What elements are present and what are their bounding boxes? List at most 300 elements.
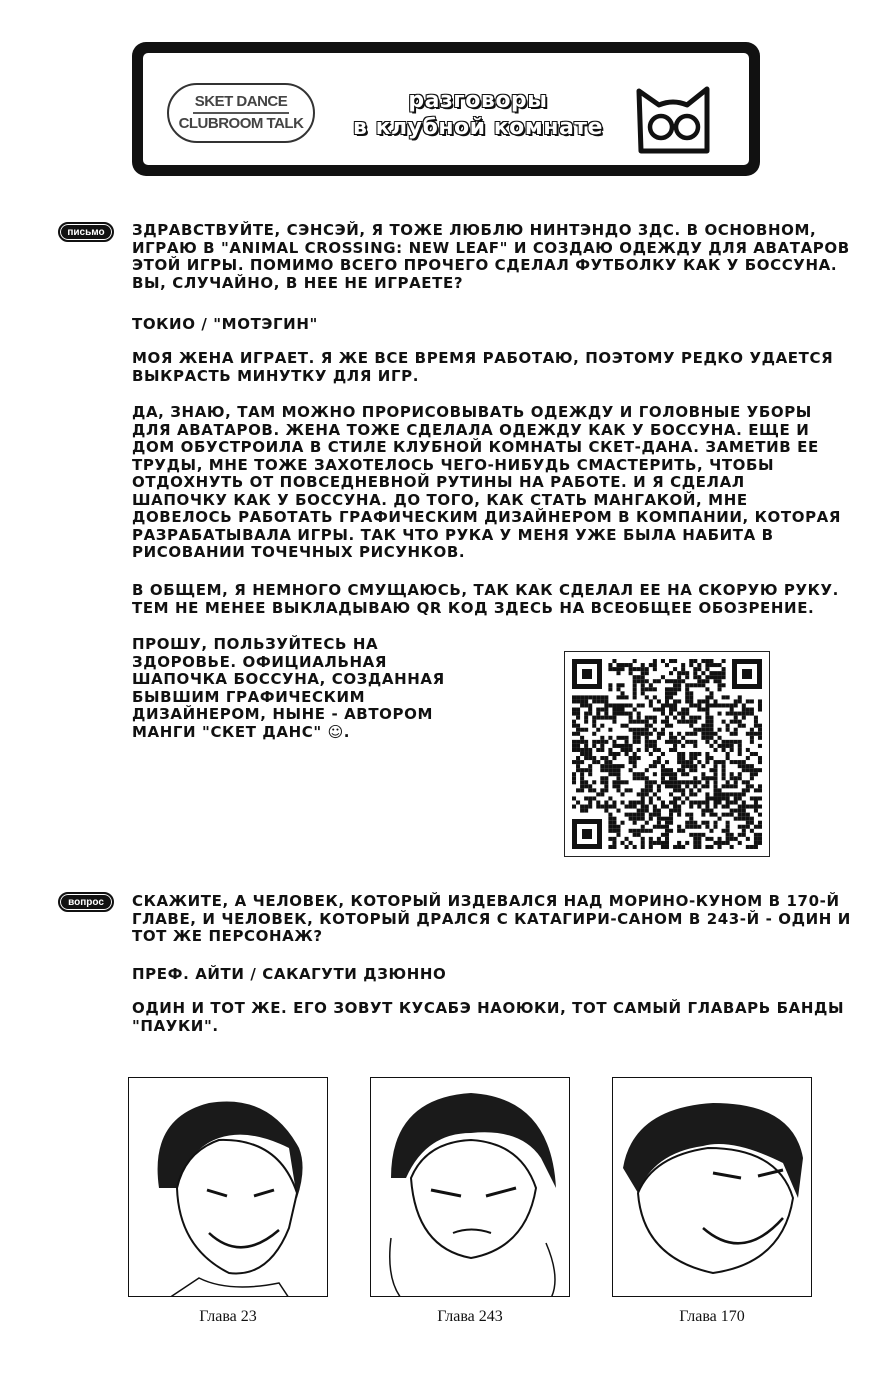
qr-module bbox=[701, 708, 705, 712]
qr-module bbox=[742, 764, 746, 768]
qr-module bbox=[705, 821, 709, 825]
qr-module bbox=[637, 728, 641, 732]
qr-module bbox=[669, 780, 673, 784]
qr-module bbox=[677, 732, 681, 736]
qr-module bbox=[612, 659, 616, 663]
qr-module bbox=[726, 813, 730, 817]
qr-module bbox=[734, 732, 738, 736]
qr-module bbox=[701, 724, 705, 728]
qr-module bbox=[705, 687, 709, 691]
qr-module bbox=[641, 691, 645, 695]
qr-module bbox=[596, 695, 600, 699]
qr-module bbox=[621, 800, 625, 804]
qr-module bbox=[612, 800, 616, 804]
qr-module bbox=[693, 728, 697, 732]
qr-module bbox=[608, 796, 612, 800]
qr-module bbox=[689, 695, 693, 699]
qr-module bbox=[713, 699, 717, 703]
qr-module bbox=[681, 788, 685, 792]
qr-module bbox=[746, 845, 750, 849]
qr-module bbox=[677, 760, 681, 764]
qr-module bbox=[693, 800, 697, 804]
qr-module bbox=[750, 712, 754, 716]
qr-module bbox=[689, 817, 693, 821]
qr-module bbox=[754, 805, 758, 809]
qr-module bbox=[616, 667, 620, 671]
qr-module bbox=[616, 708, 620, 712]
qr-module bbox=[665, 679, 669, 683]
qr-module bbox=[608, 772, 612, 776]
qr-module bbox=[633, 683, 637, 687]
qr-module bbox=[681, 736, 685, 740]
qr-module bbox=[705, 720, 709, 724]
qr-module bbox=[734, 703, 738, 707]
qr-module bbox=[661, 720, 665, 724]
qr-module bbox=[750, 740, 754, 744]
qr-module bbox=[580, 760, 584, 764]
qr-module bbox=[709, 837, 713, 841]
qr-module bbox=[689, 756, 693, 760]
qr-module bbox=[604, 805, 608, 809]
qr-module bbox=[604, 756, 608, 760]
qr-module bbox=[689, 788, 693, 792]
qr-module bbox=[604, 740, 608, 744]
qr-module bbox=[746, 764, 750, 768]
qr-module bbox=[661, 780, 665, 784]
qr-module bbox=[616, 703, 620, 707]
qr-module bbox=[580, 772, 584, 776]
qr-module bbox=[645, 687, 649, 691]
qr-module bbox=[616, 776, 620, 780]
qr-module bbox=[645, 809, 649, 813]
qr-module bbox=[653, 748, 657, 752]
character-portrait bbox=[371, 1078, 570, 1297]
qr-module bbox=[669, 736, 673, 740]
qr-module bbox=[713, 796, 717, 800]
qr-module bbox=[584, 809, 588, 813]
qr-module bbox=[653, 780, 657, 784]
qr-module bbox=[649, 683, 653, 687]
qr-module bbox=[701, 728, 705, 732]
qr-module bbox=[600, 776, 604, 780]
qr-module bbox=[592, 699, 596, 703]
qr-module bbox=[661, 659, 665, 663]
qr-module bbox=[730, 833, 734, 837]
qr-module bbox=[669, 792, 673, 796]
qr-module bbox=[641, 805, 645, 809]
qr-module bbox=[742, 833, 746, 837]
qr-module bbox=[572, 744, 576, 748]
qr-module bbox=[665, 780, 669, 784]
qr-module bbox=[726, 756, 730, 760]
qr-module bbox=[713, 788, 717, 792]
qr-module bbox=[669, 724, 673, 728]
qr-module bbox=[738, 796, 742, 800]
qr-module bbox=[750, 752, 754, 756]
qr-module bbox=[726, 829, 730, 833]
qr-module bbox=[625, 663, 629, 667]
qr-module bbox=[685, 796, 689, 800]
qr-module bbox=[645, 728, 649, 732]
qr-module bbox=[653, 716, 657, 720]
qr-module bbox=[734, 699, 738, 703]
qr-module bbox=[641, 792, 645, 796]
qr-module bbox=[633, 772, 637, 776]
qr-module bbox=[661, 817, 665, 821]
qr-module bbox=[629, 671, 633, 675]
qr-module bbox=[742, 724, 746, 728]
qr-module bbox=[722, 720, 726, 724]
qr-module bbox=[754, 768, 758, 772]
qr-module bbox=[677, 796, 681, 800]
qr-module bbox=[621, 667, 625, 671]
qr-module bbox=[705, 712, 709, 716]
qr-module bbox=[685, 691, 689, 695]
qr-module bbox=[689, 813, 693, 817]
qr-module bbox=[580, 776, 584, 780]
qr-module bbox=[669, 659, 673, 663]
qr-module bbox=[726, 744, 730, 748]
qr-module bbox=[665, 687, 669, 691]
qr-module bbox=[616, 695, 620, 699]
qr-module bbox=[677, 788, 681, 792]
qr-module bbox=[669, 748, 673, 752]
qr-module bbox=[750, 784, 754, 788]
qr-module bbox=[673, 788, 677, 792]
qr-module bbox=[633, 833, 637, 837]
qr-module bbox=[758, 724, 762, 728]
qr-module bbox=[608, 813, 612, 817]
qr-module bbox=[677, 829, 681, 833]
qr-module bbox=[616, 687, 620, 691]
qr-module bbox=[693, 825, 697, 829]
qr-module bbox=[612, 708, 616, 712]
qr-module bbox=[576, 744, 580, 748]
qr-module bbox=[705, 667, 709, 671]
qr-module bbox=[705, 780, 709, 784]
qr-module bbox=[693, 667, 697, 671]
qr-module bbox=[633, 800, 637, 804]
qr-module bbox=[584, 703, 588, 707]
qr-module bbox=[709, 756, 713, 760]
qr-module bbox=[669, 703, 673, 707]
qr-module bbox=[722, 796, 726, 800]
qr-module bbox=[637, 720, 641, 724]
qr-module bbox=[758, 784, 762, 788]
qr-module bbox=[608, 837, 612, 841]
qr-module bbox=[701, 679, 705, 683]
qr-module bbox=[750, 699, 754, 703]
qr-module bbox=[705, 805, 709, 809]
qr-module bbox=[633, 817, 637, 821]
qr-module bbox=[677, 720, 681, 724]
qr-module bbox=[673, 845, 677, 849]
qr-module bbox=[742, 716, 746, 720]
qr-module bbox=[633, 736, 637, 740]
qr-module bbox=[750, 776, 754, 780]
qr-module bbox=[677, 740, 681, 744]
qr-module bbox=[657, 699, 661, 703]
qr-module bbox=[693, 841, 697, 845]
qr-module bbox=[673, 800, 677, 804]
qr-module bbox=[633, 679, 637, 683]
qr-module bbox=[713, 784, 717, 788]
qr-module bbox=[742, 788, 746, 792]
qr-module bbox=[726, 841, 730, 845]
qr-module bbox=[625, 780, 629, 784]
qr-module bbox=[653, 667, 657, 671]
qr-module bbox=[584, 740, 588, 744]
qr-module bbox=[661, 768, 665, 772]
qr-module bbox=[693, 756, 697, 760]
qr-module bbox=[681, 792, 685, 796]
qr-module bbox=[588, 800, 592, 804]
qr-module bbox=[612, 837, 616, 841]
qr-module bbox=[621, 663, 625, 667]
qr-module bbox=[629, 829, 633, 833]
letter-signature: ТОКИО / "МОТЭГИН" bbox=[132, 315, 318, 333]
qr-module bbox=[657, 760, 661, 764]
qr-module bbox=[657, 821, 661, 825]
qr-module bbox=[697, 833, 701, 837]
qr-module bbox=[726, 724, 730, 728]
qr-module bbox=[572, 708, 576, 712]
qr-module bbox=[734, 728, 738, 732]
qr-module bbox=[596, 716, 600, 720]
qr-module bbox=[697, 728, 701, 732]
qr-module bbox=[621, 792, 625, 796]
qr-module bbox=[633, 695, 637, 699]
qr-module bbox=[681, 720, 685, 724]
qr-module bbox=[705, 724, 709, 728]
qr-module bbox=[608, 703, 612, 707]
qr-module bbox=[633, 708, 637, 712]
qr-module bbox=[625, 740, 629, 744]
qr-module bbox=[649, 788, 653, 792]
qr-module bbox=[709, 703, 713, 707]
qr-module bbox=[677, 679, 681, 683]
qr-module bbox=[616, 683, 620, 687]
qr-module bbox=[730, 708, 734, 712]
qr-module bbox=[713, 800, 717, 804]
qr-module bbox=[681, 756, 685, 760]
qr-module bbox=[718, 712, 722, 716]
qr-module bbox=[608, 663, 612, 667]
manga-panel-3 bbox=[612, 1077, 812, 1297]
qr-module bbox=[742, 829, 746, 833]
qr-module bbox=[649, 764, 653, 768]
qr-module bbox=[754, 716, 758, 720]
qr-module bbox=[754, 720, 758, 724]
qr-module bbox=[584, 695, 588, 699]
qr-module bbox=[681, 744, 685, 748]
qr-module bbox=[580, 728, 584, 732]
qr-module bbox=[742, 760, 746, 764]
qr-module bbox=[633, 691, 637, 695]
qr-module bbox=[705, 756, 709, 760]
qr-module bbox=[641, 800, 645, 804]
qr-module bbox=[608, 817, 612, 821]
qr-module bbox=[746, 732, 750, 736]
qr-module bbox=[657, 817, 661, 821]
qr-module bbox=[604, 809, 608, 813]
qr-module bbox=[746, 805, 750, 809]
qr-module bbox=[580, 809, 584, 813]
qr-module bbox=[653, 740, 657, 744]
qr-module bbox=[641, 703, 645, 707]
qr-module bbox=[701, 833, 705, 837]
qr-module bbox=[677, 780, 681, 784]
qr-module bbox=[637, 833, 641, 837]
qr-module bbox=[726, 821, 730, 825]
qr-module bbox=[709, 691, 713, 695]
qr-module bbox=[584, 752, 588, 756]
qr-module bbox=[576, 699, 580, 703]
qr-module bbox=[649, 800, 653, 804]
qr-module bbox=[669, 740, 673, 744]
qr-module bbox=[681, 679, 685, 683]
qr-module bbox=[734, 837, 738, 841]
qr-module bbox=[608, 687, 612, 691]
logo-line-1: SKET DANCE bbox=[193, 92, 290, 114]
qr-module bbox=[641, 679, 645, 683]
qr-module bbox=[653, 841, 657, 845]
qr-module bbox=[629, 813, 633, 817]
qr-module bbox=[705, 784, 709, 788]
qr-module bbox=[718, 671, 722, 675]
qr-module bbox=[758, 703, 762, 707]
qr-module bbox=[730, 813, 734, 817]
qr-module bbox=[730, 837, 734, 841]
qr-module bbox=[653, 809, 657, 813]
qr-module bbox=[580, 748, 584, 752]
qr-module bbox=[604, 695, 608, 699]
qr-module bbox=[637, 800, 641, 804]
qr-module bbox=[588, 703, 592, 707]
qr-module bbox=[584, 712, 588, 716]
question-badge: вопрос bbox=[58, 892, 114, 912]
qr-module bbox=[641, 675, 645, 679]
qr-module bbox=[608, 764, 612, 768]
qr-module bbox=[645, 788, 649, 792]
qr-module bbox=[580, 784, 584, 788]
qr-module bbox=[738, 752, 742, 756]
qr-module bbox=[689, 768, 693, 772]
qr-module bbox=[669, 732, 673, 736]
qr-module bbox=[677, 687, 681, 691]
qr-module bbox=[677, 784, 681, 788]
qr-module bbox=[673, 699, 677, 703]
qr-module bbox=[608, 683, 612, 687]
qr-module bbox=[633, 813, 637, 817]
qr-module bbox=[734, 800, 738, 804]
qr-module bbox=[713, 760, 717, 764]
qr-module bbox=[677, 768, 681, 772]
qr-module bbox=[612, 744, 616, 748]
qr-module bbox=[665, 691, 669, 695]
manga-panel-1 bbox=[128, 1077, 328, 1297]
qr-module bbox=[726, 825, 730, 829]
qr-module bbox=[738, 760, 742, 764]
qr-module bbox=[746, 780, 750, 784]
qr-module bbox=[621, 748, 625, 752]
qr-module bbox=[742, 813, 746, 817]
qr-module bbox=[754, 845, 758, 849]
qr-module bbox=[653, 805, 657, 809]
qr-module bbox=[705, 703, 709, 707]
qr-module bbox=[730, 748, 734, 752]
qr-module bbox=[673, 784, 677, 788]
qr-module bbox=[645, 768, 649, 772]
qr-module bbox=[726, 728, 730, 732]
qr-module bbox=[742, 712, 746, 716]
qr-module bbox=[572, 776, 576, 780]
qr-module bbox=[665, 833, 669, 837]
qr-module bbox=[588, 708, 592, 712]
sket-dance-logo bbox=[167, 83, 315, 143]
qr-module bbox=[653, 760, 657, 764]
qr-module bbox=[629, 712, 633, 716]
qr-module bbox=[673, 748, 677, 752]
qr-module bbox=[612, 845, 616, 849]
qr-module bbox=[625, 788, 629, 792]
qr-module bbox=[576, 768, 580, 772]
qr-module bbox=[705, 728, 709, 732]
letter-badge: письмо bbox=[58, 222, 114, 242]
qr-module bbox=[665, 695, 669, 699]
qr-module bbox=[713, 703, 717, 707]
qr-module bbox=[616, 833, 620, 837]
qr-module bbox=[629, 841, 633, 845]
qr-module bbox=[641, 667, 645, 671]
qr-module bbox=[685, 687, 689, 691]
qr-module bbox=[661, 833, 665, 837]
qr-module bbox=[701, 659, 705, 663]
qr-module bbox=[693, 837, 697, 841]
qr-module bbox=[612, 772, 616, 776]
qr-module bbox=[713, 841, 717, 845]
qr-module bbox=[600, 748, 604, 752]
qr-module bbox=[641, 687, 645, 691]
qr-module bbox=[604, 788, 608, 792]
qr-module bbox=[641, 796, 645, 800]
qr-module bbox=[588, 796, 592, 800]
qr-module bbox=[685, 784, 689, 788]
qr-module bbox=[726, 752, 730, 756]
qr-module bbox=[738, 712, 742, 716]
qr-module bbox=[734, 716, 738, 720]
qr-module bbox=[592, 788, 596, 792]
qr-module bbox=[754, 796, 758, 800]
qr-module bbox=[758, 813, 762, 817]
qr-module bbox=[746, 813, 750, 817]
qr-module bbox=[722, 829, 726, 833]
qr-module bbox=[718, 683, 722, 687]
qr-module bbox=[616, 764, 620, 768]
qr-module bbox=[713, 768, 717, 772]
qr-module bbox=[673, 683, 677, 687]
qr-module bbox=[689, 764, 693, 768]
qr-module bbox=[669, 829, 673, 833]
qr-module bbox=[738, 809, 742, 813]
qr-module bbox=[572, 796, 576, 800]
qr-module bbox=[608, 825, 612, 829]
qr-module bbox=[693, 792, 697, 796]
qr-module bbox=[718, 788, 722, 792]
panel-3-caption: Глава 170 bbox=[679, 1308, 745, 1325]
qr-module bbox=[738, 813, 742, 817]
qr-module bbox=[758, 796, 762, 800]
